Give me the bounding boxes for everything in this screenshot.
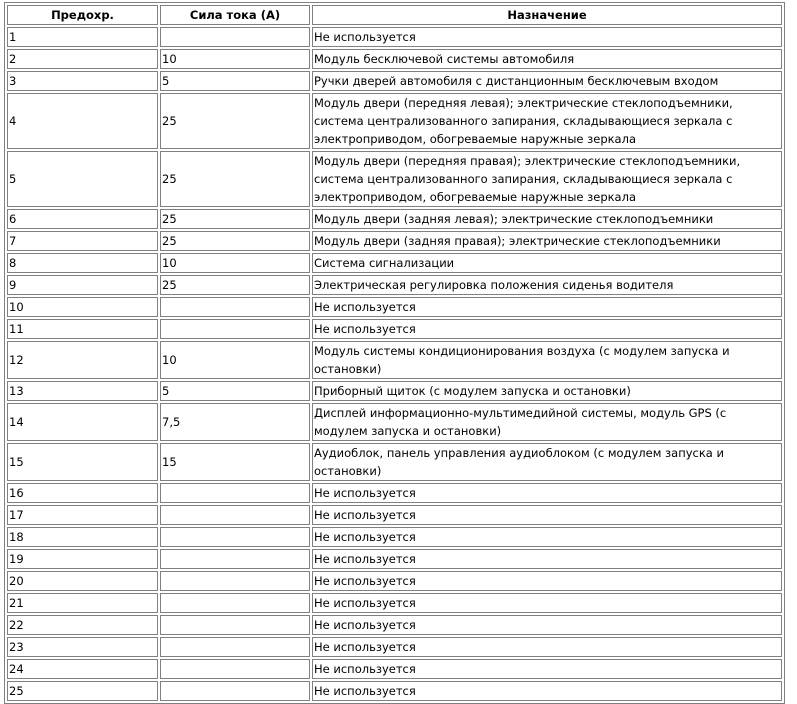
table-row	[7, 637, 782, 657]
table-row	[7, 443, 782, 481]
purpose-cell: Не используется	[312, 297, 782, 317]
fuse-number-cell: 2	[7, 49, 158, 69]
fuse-number-cell: 24	[7, 659, 158, 679]
table-row	[7, 231, 782, 251]
table-row	[7, 49, 782, 69]
amperage-cell	[160, 571, 310, 591]
table-row	[7, 341, 782, 379]
table-row	[7, 209, 782, 229]
amperage-cell: 5	[160, 381, 310, 401]
table-row	[7, 381, 782, 401]
amperage-cell: 25	[160, 231, 310, 251]
amperage-cell	[160, 27, 310, 47]
purpose-cell: Не используется	[312, 659, 782, 679]
purpose-cell: Модуль двери (задняя правая); электрические стеклоподъемники	[312, 231, 782, 251]
amperage-cell: 25	[160, 151, 310, 207]
table-row	[7, 151, 782, 207]
fuse-number-cell: 11	[7, 319, 158, 339]
amperage-cell	[160, 297, 310, 317]
amperage-cell	[160, 637, 310, 657]
amperage-cell	[160, 615, 310, 635]
amperage-cell: 10	[160, 49, 310, 69]
table-row	[7, 615, 782, 635]
amperage-cell	[160, 659, 310, 679]
fuse-number-cell: 18	[7, 527, 158, 547]
purpose-cell: Модуль бесключевой системы автомобиля	[312, 49, 782, 69]
fuse-number-cell: 20	[7, 571, 158, 591]
amperage-cell	[160, 483, 310, 503]
table-row	[7, 71, 782, 91]
header-amperage: Сила тока (А)	[160, 5, 310, 25]
header-fuse: Предохр.	[7, 5, 158, 25]
amperage-cell	[160, 593, 310, 613]
table-row	[7, 593, 782, 613]
fuse-number-cell: 4	[7, 93, 158, 149]
fuse-number-cell: 12	[7, 341, 158, 379]
amperage-cell	[160, 319, 310, 339]
amperage-cell: 15	[160, 443, 310, 481]
amperage-cell: 10	[160, 341, 310, 379]
fuse-number-cell: 23	[7, 637, 158, 657]
fuse-number-cell: 5	[7, 151, 158, 207]
amperage-cell	[160, 527, 310, 547]
fuse-number-cell: 7	[7, 231, 158, 251]
purpose-cell: Модуль двери (задняя левая); электрические стеклоподъемники	[312, 209, 782, 229]
purpose-cell: Не используется	[312, 27, 782, 47]
purpose-cell: Не используется	[312, 593, 782, 613]
amperage-cell: 25	[160, 93, 310, 149]
purpose-cell: Ручки дверей автомобиля с дистанционным бесключевым входом	[312, 71, 782, 91]
amperage-cell: 7,5	[160, 403, 310, 441]
purpose-cell: Модуль двери (передняя левая); электрические стеклоподъемники, система централизованного запирания, складывающиеся зеркала с электроприводом, обогреваемые наружные зеркала	[312, 93, 782, 149]
fuse-number-cell: 10	[7, 297, 158, 317]
purpose-cell: Аудиоблок, панель управления аудиоблоком (с модулем запуска и остановки)	[312, 443, 782, 481]
fuse-table	[4, 2, 785, 704]
amperage-cell	[160, 681, 310, 701]
purpose-cell: Электрическая регулировка положения сиденья водителя	[312, 275, 782, 295]
purpose-cell: Не используется	[312, 637, 782, 657]
table-row	[7, 403, 782, 441]
purpose-cell: Не используется	[312, 571, 782, 591]
fuse-number-cell: 8	[7, 253, 158, 273]
fuse-number-cell: 9	[7, 275, 158, 295]
fuse-number-cell: 25	[7, 681, 158, 701]
table-row	[7, 483, 782, 503]
amperage-cell: 25	[160, 209, 310, 229]
table-row	[7, 527, 782, 547]
table-row	[7, 659, 782, 679]
fuse-number-cell: 13	[7, 381, 158, 401]
fuse-number-cell: 19	[7, 549, 158, 569]
purpose-cell: Не используется	[312, 681, 782, 701]
fuse-number-cell: 17	[7, 505, 158, 525]
table-row	[7, 505, 782, 525]
purpose-cell: Не используется	[312, 615, 782, 635]
fuse-number-cell: 14	[7, 403, 158, 441]
purpose-cell: Дисплей информационно-мультимедийной системы, модуль GPS (с модулем запуска и остановки)	[312, 403, 782, 441]
fuse-number-cell: 15	[7, 443, 158, 481]
table-row	[7, 27, 782, 47]
table-row	[7, 549, 782, 569]
table-row	[7, 297, 782, 317]
fuse-number-cell: 3	[7, 71, 158, 91]
table-header-row	[7, 5, 782, 25]
table-row	[7, 93, 782, 149]
purpose-cell: Не используется	[312, 549, 782, 569]
purpose-cell: Система сигнализации	[312, 253, 782, 273]
fuse-number-cell: 21	[7, 593, 158, 613]
purpose-cell: Приборный щиток (с модулем запуска и остановки)	[312, 381, 782, 401]
fuse-number-cell: 1	[7, 27, 158, 47]
purpose-cell: Не используется	[312, 505, 782, 525]
amperage-cell: 10	[160, 253, 310, 273]
fuse-number-cell: 16	[7, 483, 158, 503]
amperage-cell	[160, 549, 310, 569]
amperage-cell	[160, 505, 310, 525]
purpose-cell: Не используется	[312, 527, 782, 547]
table-row	[7, 571, 782, 591]
purpose-cell: Модуль системы кондиционирования воздуха (с модулем запуска и остановки)	[312, 341, 782, 379]
table-row	[7, 275, 782, 295]
purpose-cell: Не используется	[312, 319, 782, 339]
table-row	[7, 253, 782, 273]
fuse-number-cell: 22	[7, 615, 158, 635]
purpose-cell: Не используется	[312, 483, 782, 503]
fuse-number-cell: 6	[7, 209, 158, 229]
table-row	[7, 319, 782, 339]
header-purpose: Назначение	[312, 5, 782, 25]
amperage-cell: 25	[160, 275, 310, 295]
amperage-cell: 5	[160, 71, 310, 91]
purpose-cell: Модуль двери (передняя правая); электрические стеклоподъемники, система централизованного запирания, складывающиеся зеркала с электроприводом, обогреваемые наружные зеркала	[312, 151, 782, 207]
table-row	[7, 681, 782, 701]
